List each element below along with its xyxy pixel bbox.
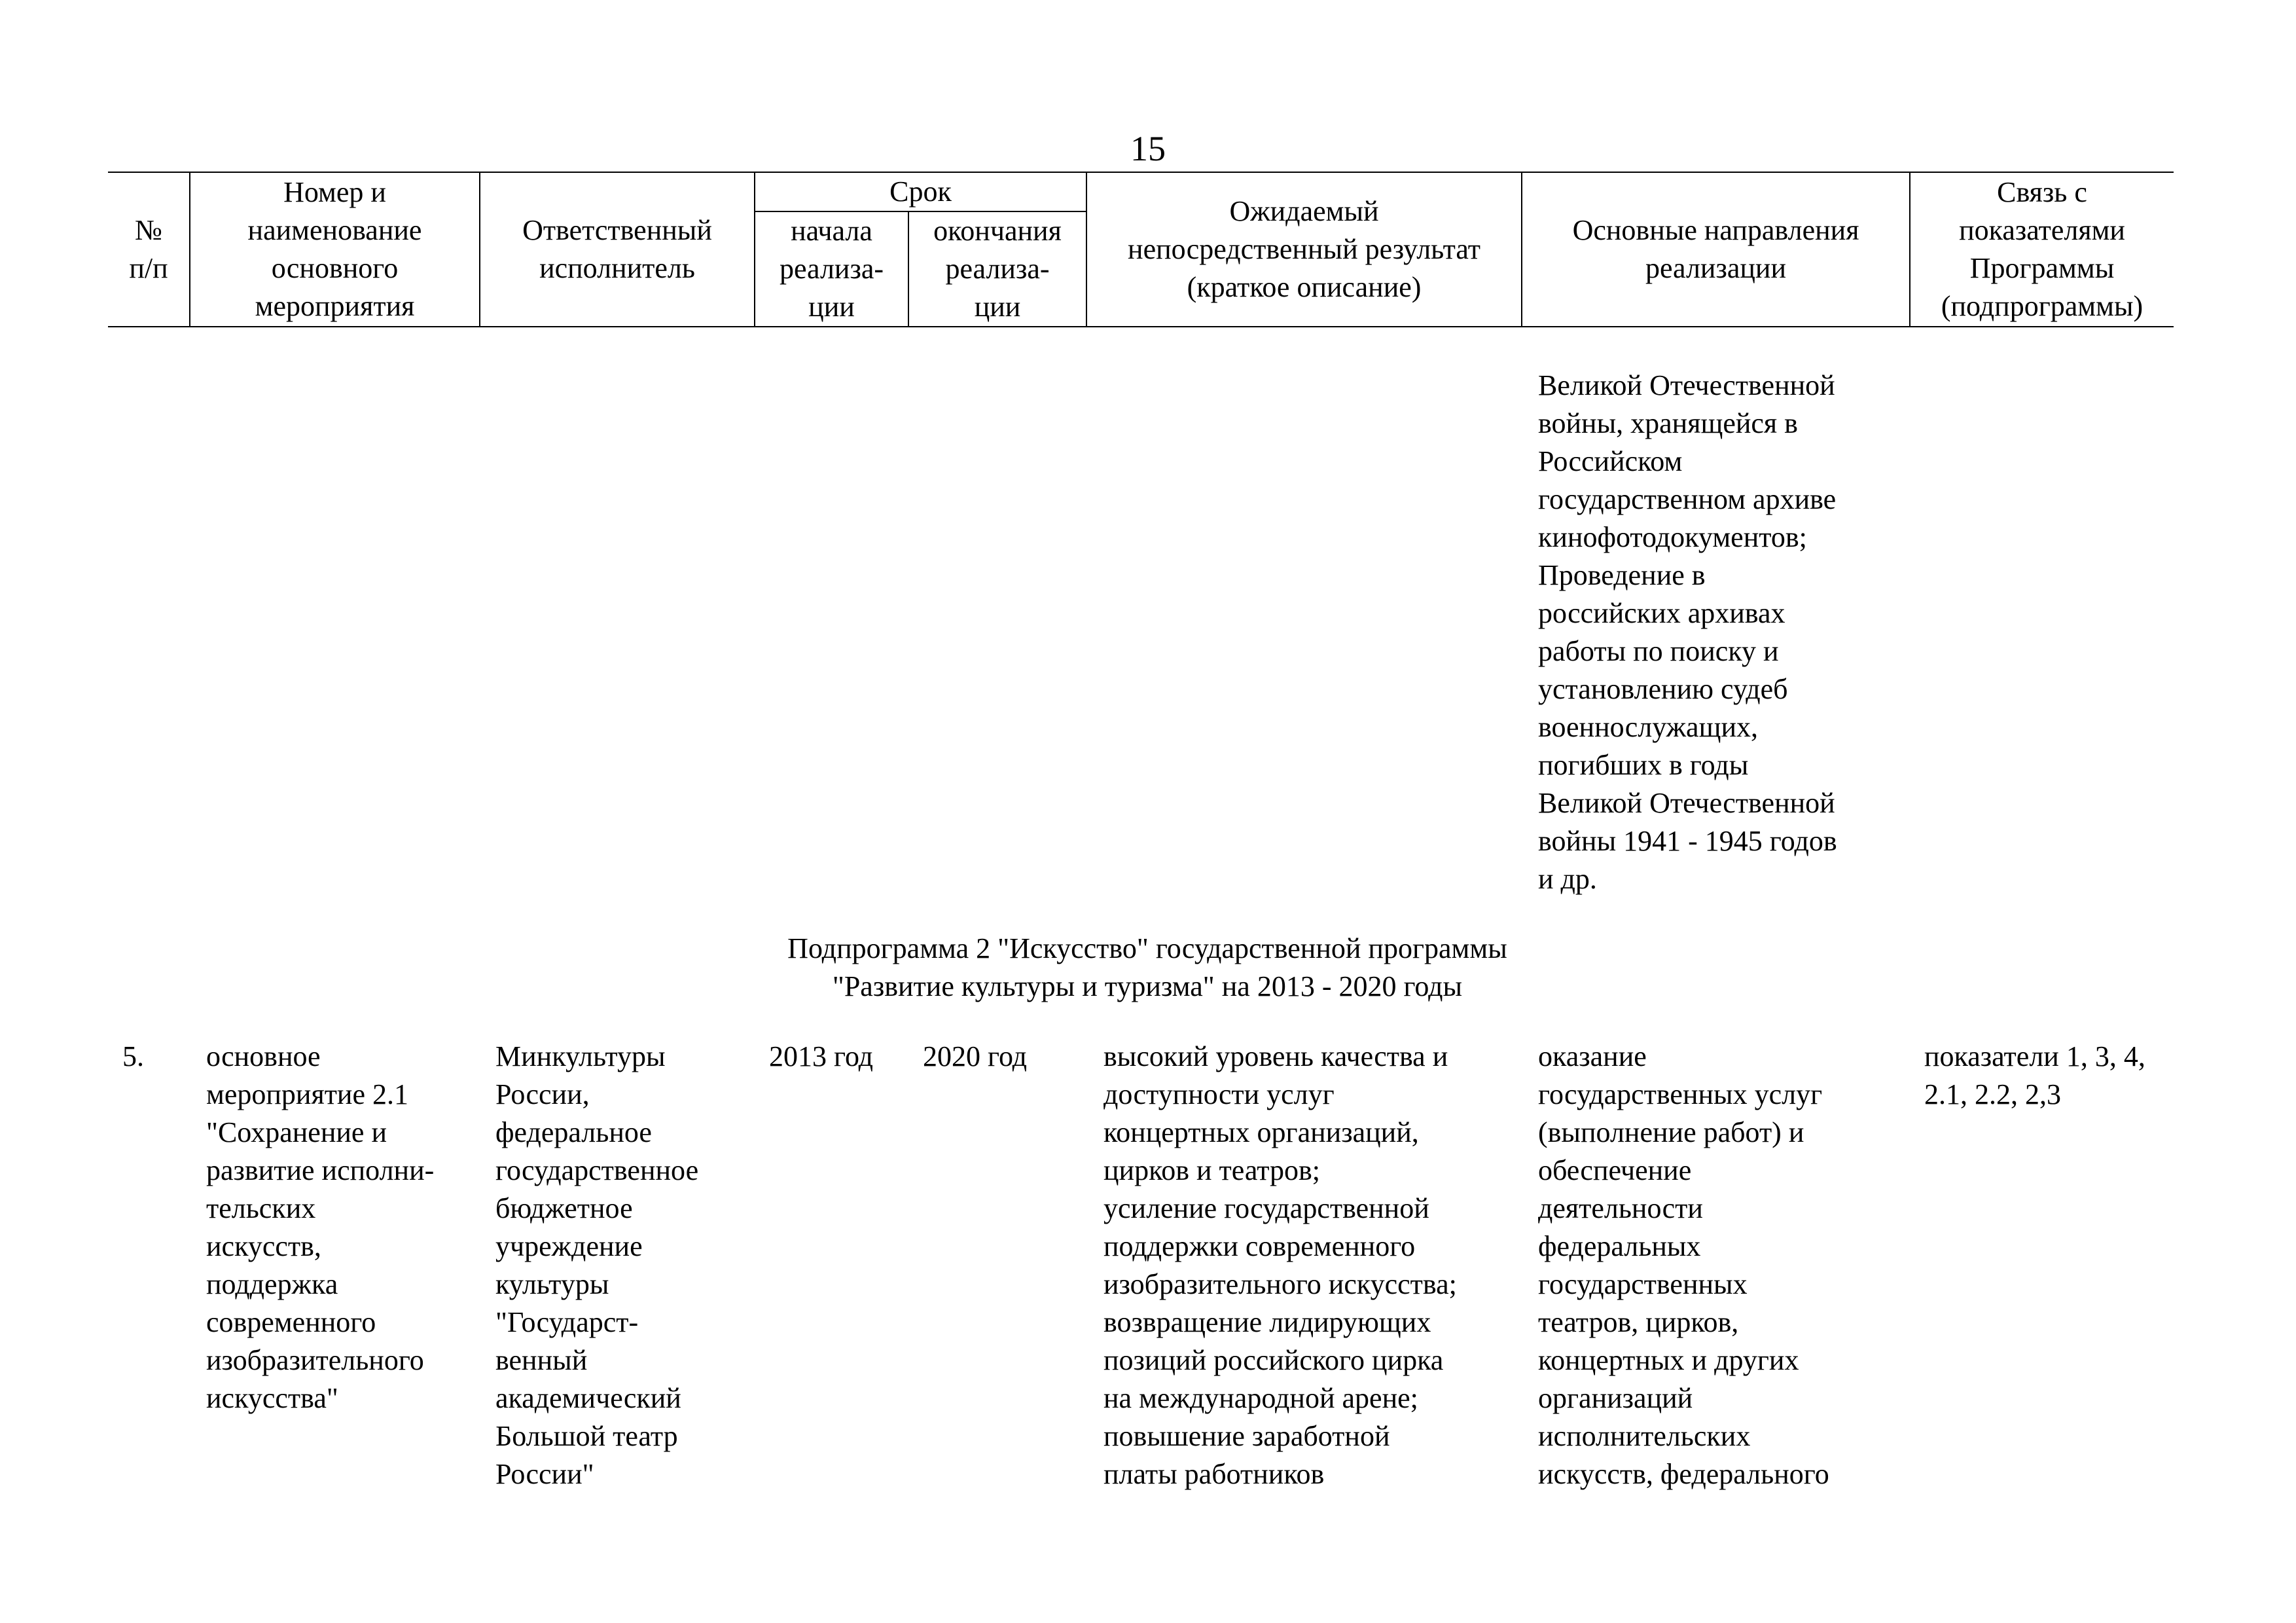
header-directions: Основные направления реализации: [1522, 172, 1910, 327]
row-measure-name: основное мероприятие 2.1 "Сохранение и развитие исполни- тельских искусств, поддержка современного изобразительного искусства": [206, 1040, 435, 1414]
row-expected-result: высокий уровень качества и доступности услуг концертных организаций, цирков и театров; усиление государственной поддержки современного изобразительного искусства; возвращение лидирующих позиций российского цирка на международной арене; повышение заработной платы работников: [1103, 1040, 1457, 1490]
continuation-directions: Великой Отечественной войны, хранящейся в Российском государственном архиве кинофотодокументов; Проведение в российских архивах работы по поиску и установлению судеб военнослужащих, погибших в годы Великой Отечественной войны 1941 - 1945 годов и др.: [1538, 369, 1837, 895]
subprogram-heading: Подпрограмма 2 "Искусство" государственной программы "Развитие культуры и туризма" на 2013 - 2020 годы: [787, 932, 1507, 1002]
row-executor: Минкультуры России, федеральное государственное бюджетное учреждение культуры "Государст- венный академический Большой театр России": [495, 1040, 699, 1490]
header-name: Номер и наименование основного мероприятия: [190, 172, 480, 327]
page-number: 15: [1130, 129, 1166, 168]
table-header: [108, 172, 2174, 327]
header-term: Срок: [755, 172, 1086, 211]
row-number: 5.: [122, 1040, 144, 1072]
header-result: Ожидаемый непосредственный результат (краткое описание): [1086, 172, 1522, 327]
row-start-year: 2013 год: [769, 1040, 874, 1072]
row-indicators: показатели 1, 3, 4, 2.1, 2.2, 2,3: [1924, 1040, 2145, 1110]
header-executor: Ответственный исполнитель: [480, 172, 755, 327]
row-end-year: 2020 год: [923, 1040, 1028, 1072]
row-directions: оказание государственных услуг (выполнение работ) и обеспечение деятельности федеральных государственных театров, цирков, концертных и других организаций исполнительских искусств, федерального: [1538, 1040, 1829, 1490]
header-num: № п/п: [108, 172, 190, 327]
header-link: Связь с показателями Программы (подпрограммы): [1910, 172, 2174, 327]
header-start: начала реализа- ции: [755, 211, 908, 327]
header-end: окончания реализа- ции: [908, 211, 1086, 327]
